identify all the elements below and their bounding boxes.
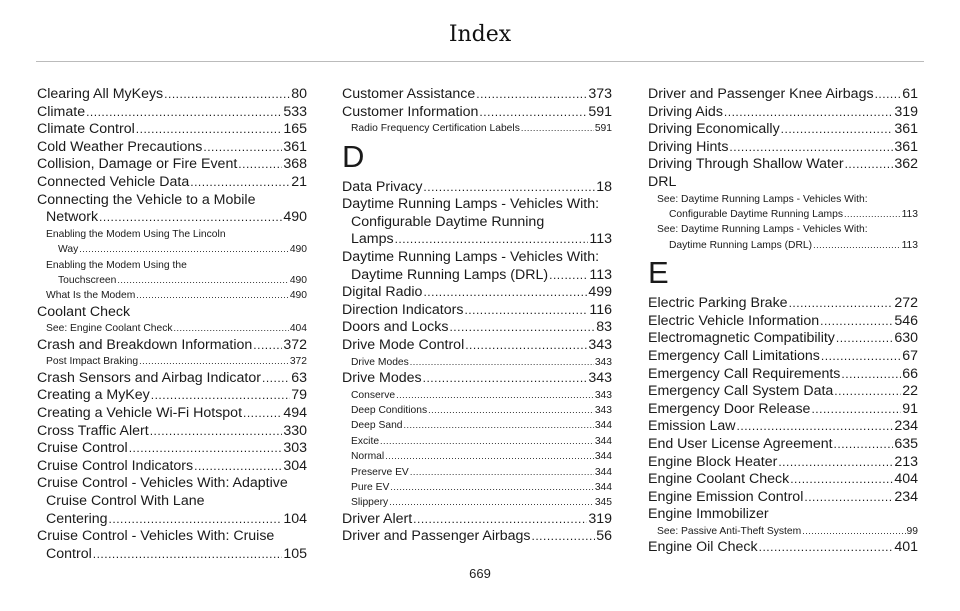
index-entry-label: Driver and Passenger Airbags: [342, 528, 531, 545]
index-entry-label: Direction Indicators: [342, 301, 464, 318]
index-entry-label: See: Engine Coolant Check: [46, 323, 173, 335]
index-entry-label: Customer Assistance: [342, 86, 476, 102]
index-page-ref[interactable]: 63: [291, 369, 307, 386]
index-heading: Enabling the Modem Using the: [46, 259, 187, 271]
index-page-ref[interactable]: 490: [289, 244, 307, 256]
dot-leader: [423, 179, 595, 197]
index-entry[interactable]: [37, 405, 307, 423]
index-entry-label: Drive Modes: [351, 356, 409, 368]
dot-leader: [759, 539, 894, 557]
dot-leader: [410, 465, 594, 480]
index-heading: Cruise Control - Vehicles With: Cruise: [37, 528, 275, 545]
dot-leader: [150, 423, 283, 441]
dot-leader: [821, 348, 901, 366]
index-page-ref[interactable]: 344: [594, 481, 612, 493]
index-page-ref[interactable]: 61: [902, 86, 918, 102]
index-entry[interactable]: [342, 388, 612, 403]
dot-leader: [789, 295, 894, 313]
index-page-ref[interactable]: 404: [894, 471, 918, 488]
index-entry[interactable]: [342, 267, 612, 285]
index-entry[interactable]: [342, 449, 612, 464]
index-entry-label: Lamps: [351, 231, 394, 248]
index-entry[interactable]: [342, 319, 612, 337]
index-page-ref[interactable]: 490: [289, 290, 307, 302]
index-page-ref[interactable]: 234: [894, 418, 918, 435]
index-entry[interactable]: [342, 231, 612, 249]
index-entry-label: Control: [46, 545, 92, 562]
index-heading: See: Daytime Running Lamps - Vehicles With:: [657, 224, 868, 236]
dot-leader: [841, 366, 901, 384]
index-page-ref[interactable]: 343: [594, 356, 612, 368]
index-entry[interactable]: [37, 174, 307, 192]
index-page-ref[interactable]: 234: [894, 488, 918, 505]
index-entry-label: Engine Emission Control: [648, 488, 804, 505]
dot-leader: [203, 139, 282, 157]
dot-leader: [410, 355, 594, 370]
index-entry-label: Digital Radio: [342, 284, 423, 301]
index-page-ref[interactable]: 343: [594, 389, 612, 401]
index-entry[interactable]: [342, 370, 612, 388]
index-entry[interactable]: [342, 104, 612, 122]
index-entry[interactable]: [648, 348, 918, 366]
dot-leader: [174, 321, 289, 336]
index-entry-label: Electromagnetic Compatibility: [648, 330, 835, 347]
index-entry-label: Creating a Vehicle Wi-Fi Hotspot: [37, 404, 243, 421]
index-page-ref[interactable]: 21: [291, 173, 307, 190]
index-entry-label: Driver Alert: [342, 510, 413, 527]
dot-leader: [428, 403, 594, 418]
dot-leader: [834, 383, 901, 401]
index-page-ref[interactable]: 113: [901, 208, 918, 220]
index-entry-label: Climate: [37, 103, 86, 120]
dot-leader: [778, 454, 893, 472]
index-entry-label: Driving Hints: [648, 138, 729, 155]
index-entry-label: Crash and Breakdown Information: [37, 336, 253, 353]
index-page-ref[interactable]: 113: [901, 239, 918, 251]
index-page-ref[interactable]: 344: [594, 451, 612, 463]
index-page-ref[interactable]: 630: [894, 330, 918, 347]
index-entry-label: Driving Aids: [648, 103, 723, 120]
index-entry-label: Touchscreen: [58, 274, 117, 286]
index-heading: DRL: [648, 173, 677, 190]
index-heading: Daytime Running Lamps - Vehicles With:: [342, 196, 600, 213]
dot-leader: [109, 511, 283, 529]
index-entry[interactable]: [37, 139, 307, 157]
dot-leader: [790, 471, 893, 489]
index-page-ref[interactable]: 404: [289, 323, 307, 335]
index-entry-label: Emergency Door Release: [648, 400, 811, 417]
dot-leader: [464, 302, 588, 320]
index-entry[interactable]: [37, 370, 307, 388]
index-entry-label: Pure EV: [351, 481, 390, 493]
dot-leader: [262, 370, 290, 388]
index-entry[interactable]: [342, 403, 612, 418]
dot-leader: [549, 267, 588, 285]
dot-leader: [390, 480, 593, 495]
index-entry-label: Cruise Control: [37, 440, 128, 457]
index-page-ref[interactable]: 272: [894, 295, 918, 312]
index-entry-label: Way: [58, 244, 79, 256]
index-page-ref[interactable]: 303: [283, 440, 307, 457]
index-page-ref[interactable]: 591: [594, 123, 612, 135]
index-page-ref[interactable]: 99: [906, 525, 918, 537]
index-page-ref[interactable]: 66: [902, 365, 918, 382]
index-entry[interactable]: [342, 121, 612, 136]
index-heading: See: Daytime Running Lamps - Vehicles With:: [657, 193, 868, 205]
index-entry[interactable]: [37, 546, 307, 564]
index-entry[interactable]: [37, 423, 307, 441]
index-entry-label: Daytime Running Lamps (DRL): [351, 266, 549, 283]
dot-leader: [243, 405, 282, 423]
index-entry[interactable]: [37, 86, 307, 104]
index-page-ref[interactable]: 490: [289, 274, 307, 286]
index-entry[interactable]: [648, 539, 918, 557]
dot-leader: [396, 388, 594, 403]
index-entry-label: Emergency Call Requirements: [648, 365, 841, 382]
dot-leader: [875, 86, 902, 104]
index-page-ref[interactable]: 343: [588, 369, 612, 386]
index-entry-label: Slippery: [351, 497, 389, 509]
index-entry[interactable]: [648, 418, 918, 436]
index-entry-label: Drive Mode Control: [342, 336, 465, 353]
dot-leader: [834, 436, 894, 454]
index-entry-label: Engine Block Heater: [648, 453, 778, 470]
index-entry[interactable]: [342, 418, 612, 433]
index-entry[interactable]: [342, 480, 612, 495]
dot-leader: [238, 156, 282, 174]
dot-leader: [404, 418, 594, 433]
index-entry[interactable]: [648, 454, 918, 472]
index-heading: Daytime Running Lamps - Vehicles With:: [342, 248, 600, 265]
index-entry[interactable]: [342, 434, 612, 449]
index-entry[interactable]: [37, 288, 307, 303]
title-divider: [36, 61, 924, 62]
index-entry[interactable]: [648, 139, 918, 157]
dot-leader: [139, 354, 289, 369]
dot-leader: [194, 458, 282, 476]
index-entry-label: Emergency Call System Data: [648, 383, 834, 400]
index-page-ref[interactable]: 79: [291, 387, 307, 404]
index-entry-label: Radio Frequency Certification Labels: [351, 123, 520, 135]
index-entry-label: Daytime Running Lamps (DRL): [669, 239, 813, 251]
index-page-ref[interactable]: 362: [894, 156, 918, 173]
index-entry-label: Centering: [46, 510, 108, 527]
dot-leader: [423, 370, 588, 388]
index-entry-label: Customer Information: [342, 103, 479, 120]
index-entry[interactable]: [648, 121, 918, 139]
index-page-ref[interactable]: 343: [588, 336, 612, 353]
index-entry[interactable]: [648, 104, 918, 122]
index-entry[interactable]: [342, 465, 612, 480]
dot-leader: [781, 121, 894, 139]
index-entry-label: Network: [46, 209, 99, 226]
index-page-ref[interactable]: 344: [594, 420, 612, 432]
dot-leader: [729, 139, 893, 157]
index-page-ref[interactable]: 635: [894, 435, 918, 452]
index-entry-label: Engine Oil Check: [648, 539, 758, 556]
index-page-ref[interactable]: 344: [594, 466, 612, 478]
index-page-ref[interactable]: 18: [596, 178, 612, 195]
dot-leader: [820, 313, 893, 331]
index-column-1: [37, 86, 307, 563]
index-entry-label: Electric Vehicle Information: [648, 312, 820, 329]
index-entry-label: Driving Through Shallow Water: [648, 156, 844, 173]
index-entry[interactable]: [37, 387, 307, 405]
dot-leader: [724, 104, 893, 122]
index-entry-label: Doors and Locks: [342, 319, 449, 336]
dot-leader: [813, 238, 901, 253]
index-entry[interactable]: [37, 337, 307, 355]
index-page-ref[interactable]: 91: [902, 400, 918, 417]
dot-leader: [844, 207, 901, 222]
index-page-ref[interactable]: 80: [291, 86, 307, 102]
section-letter: E: [648, 255, 669, 291]
index-page-ref[interactable]: 343: [594, 404, 612, 416]
dot-leader: [836, 330, 893, 348]
index-entry-label: What Is the Modem: [46, 290, 136, 302]
index-page-ref[interactable]: 105: [283, 545, 307, 562]
index-entry-label: End User License Agreement: [648, 435, 833, 452]
index-entry[interactable]: [342, 86, 612, 104]
index-entry-label: Data Privacy: [342, 178, 423, 195]
index-heading: Cruise Control With Lane: [46, 492, 205, 509]
index-page-ref[interactable]: 401: [894, 539, 918, 556]
index-page-ref[interactable]: 113: [589, 266, 612, 283]
index-page-ref[interactable]: 344: [594, 435, 612, 447]
index-entry-label: Crash Sensors and Airbag Indicator: [37, 369, 261, 386]
index-entry[interactable]: [37, 273, 307, 288]
index-page-ref[interactable]: 213: [894, 453, 918, 470]
index-entry[interactable]: [648, 489, 918, 507]
index-heading: Engine Immobilizer: [648, 506, 769, 523]
index-entry[interactable]: [648, 436, 918, 454]
index-entry[interactable]: [648, 524, 918, 539]
index-entry[interactable]: [648, 401, 918, 419]
index-entry[interactable]: [37, 209, 307, 227]
index-entry[interactable]: [342, 511, 612, 529]
index-entry[interactable]: [648, 238, 918, 253]
index-entry-label: Clearing All MyKeys: [37, 86, 164, 102]
index-entry[interactable]: [342, 355, 612, 370]
index-entry[interactable]: [37, 121, 307, 139]
index-page-ref[interactable]: 490: [283, 209, 307, 226]
page-number: 669: [469, 566, 491, 581]
index-heading: Cruise Control - Vehicles With: Adaptive: [37, 475, 288, 492]
dot-leader: [479, 104, 587, 122]
index-entry-label: Connected Vehicle Data: [37, 173, 190, 190]
index-entry[interactable]: [342, 495, 612, 510]
index-entry[interactable]: [648, 366, 918, 384]
index-page-ref[interactable]: 372: [289, 356, 307, 368]
index-page-ref[interactable]: 533: [283, 103, 307, 120]
index-page-ref[interactable]: 372: [283, 336, 307, 353]
index-entry-label: Driver and Passenger Knee Airbags: [648, 86, 874, 102]
dot-leader: [190, 174, 290, 192]
index-entry-label: Preserve EV: [351, 466, 409, 478]
index-page-ref[interactable]: 319: [894, 103, 918, 120]
index-entry[interactable]: [648, 383, 918, 401]
dot-leader: [164, 86, 290, 104]
dot-leader: [93, 546, 283, 564]
dot-leader: [423, 284, 587, 302]
index-entry[interactable]: [37, 321, 307, 336]
dot-leader: [395, 231, 589, 249]
index-page-ref[interactable]: 165: [283, 121, 307, 138]
index-page-ref[interactable]: 22: [902, 383, 918, 400]
dot-leader: [136, 121, 283, 139]
dot-leader: [389, 495, 594, 510]
page-title: Index: [448, 22, 512, 47]
index-heading: Configurable Daytime Running: [351, 213, 545, 230]
index-page-ref[interactable]: 304: [283, 457, 307, 474]
index-entry-label: Emergency Call Limitations: [648, 347, 820, 364]
index-entry[interactable]: [648, 471, 918, 489]
index-entry[interactable]: [37, 511, 307, 529]
dot-leader: [845, 156, 894, 174]
index-entry-label: Climate Control: [37, 121, 135, 138]
index-heading: Connecting the Vehicle to a Mobile: [37, 191, 256, 208]
index-entry[interactable]: [37, 458, 307, 476]
index-page-ref[interactable]: 494: [283, 404, 307, 421]
dot-leader: [86, 104, 282, 122]
index-entry-label: Normal: [351, 451, 385, 463]
index-entry-label: Cruise Control Indicators: [37, 457, 194, 474]
index-page-ref[interactable]: 345: [594, 497, 612, 509]
dot-leader: [476, 86, 587, 104]
index-entry-label: Excite: [351, 435, 380, 447]
index-entry[interactable]: [37, 440, 307, 458]
index-page-ref[interactable]: 104: [283, 510, 307, 527]
index-entry-label: Collision, Damage or Fire Event: [37, 156, 238, 173]
index-page-ref[interactable]: 67: [902, 347, 918, 364]
index-entry-label: Creating a MyKey: [37, 387, 150, 404]
dot-leader: [136, 288, 289, 303]
dot-leader: [465, 337, 587, 355]
dot-leader: [79, 242, 289, 257]
index-page-ref[interactable]: 319: [588, 510, 612, 527]
index-entry[interactable]: [342, 528, 612, 546]
index-page-ref[interactable]: 361: [894, 121, 918, 138]
index-page-ref[interactable]: 330: [283, 422, 307, 439]
index-entry[interactable]: [648, 313, 918, 331]
index-page-ref[interactable]: 546: [894, 312, 918, 329]
index-entry-label: Deep Conditions: [351, 404, 428, 416]
index-heading: Enabling the Modem Using The Lincoln: [46, 228, 226, 240]
index-column-3: [648, 86, 918, 557]
index-entry[interactable]: [648, 330, 918, 348]
dot-leader: [804, 489, 893, 507]
dot-leader: [737, 418, 894, 436]
dot-leader: [253, 337, 282, 355]
index-heading: Coolant Check: [37, 303, 131, 320]
dot-leader: [413, 511, 587, 529]
index-entry-label: Electric Parking Brake: [648, 295, 788, 312]
index-page-ref[interactable]: 361: [894, 138, 918, 155]
index-entry-label: Post Impact Braking: [46, 356, 139, 368]
index-entry-label: Cold Weather Precautions: [37, 138, 203, 155]
index-entry[interactable]: [37, 354, 307, 369]
index-column-2: [342, 86, 612, 546]
index-entry[interactable]: [342, 302, 612, 320]
index-entry-label: Emission Law: [648, 418, 736, 435]
dot-leader: [385, 449, 594, 464]
index-entry[interactable]: [648, 295, 918, 313]
dot-leader: [151, 387, 290, 405]
index-entry[interactable]: [648, 156, 918, 174]
index-entry-label: Cross Traffic Alert: [37, 422, 149, 439]
dot-leader: [117, 273, 288, 288]
dot-leader: [521, 121, 594, 136]
section-letter: D: [342, 138, 365, 174]
dot-leader: [380, 434, 594, 449]
index-entry-label: Configurable Daytime Running Lamps: [669, 208, 843, 220]
dot-leader: [802, 524, 905, 539]
index-entry[interactable]: [342, 179, 612, 197]
index-entry[interactable]: [342, 337, 612, 355]
index-page-ref[interactable]: 116: [589, 301, 612, 318]
index-page-ref[interactable]: 113: [589, 231, 612, 248]
index-page-ref[interactable]: 499: [588, 284, 612, 301]
dot-leader: [129, 440, 283, 458]
index-entry-label: Engine Coolant Check: [648, 471, 790, 488]
index-entry[interactable]: [37, 104, 307, 122]
index-entry[interactable]: [37, 242, 307, 257]
index-page-ref[interactable]: 373: [588, 86, 612, 102]
index-entry-label: Deep Sand: [351, 420, 403, 432]
index-page-ref[interactable]: 368: [283, 156, 307, 173]
dot-leader: [811, 401, 901, 419]
dot-leader: [99, 209, 282, 227]
dot-leader: [449, 319, 595, 337]
index-entry-label: See: Passive Anti-Theft System: [657, 525, 802, 537]
index-entry-label: Conserve: [351, 389, 396, 401]
index-entry[interactable]: [37, 156, 307, 174]
index-entry[interactable]: [648, 207, 918, 222]
index-entry[interactable]: [342, 284, 612, 302]
index-entry-label: Drive Modes: [342, 369, 422, 386]
index-page-ref[interactable]: 591: [588, 103, 612, 120]
dot-leader: [531, 528, 595, 546]
index-page-ref[interactable]: 56: [596, 528, 612, 545]
index-page-ref[interactable]: 361: [283, 138, 307, 155]
index-entry[interactable]: [648, 86, 918, 104]
index-entry-label: Driving Economically: [648, 121, 780, 138]
index-page-ref[interactable]: 83: [596, 319, 612, 336]
